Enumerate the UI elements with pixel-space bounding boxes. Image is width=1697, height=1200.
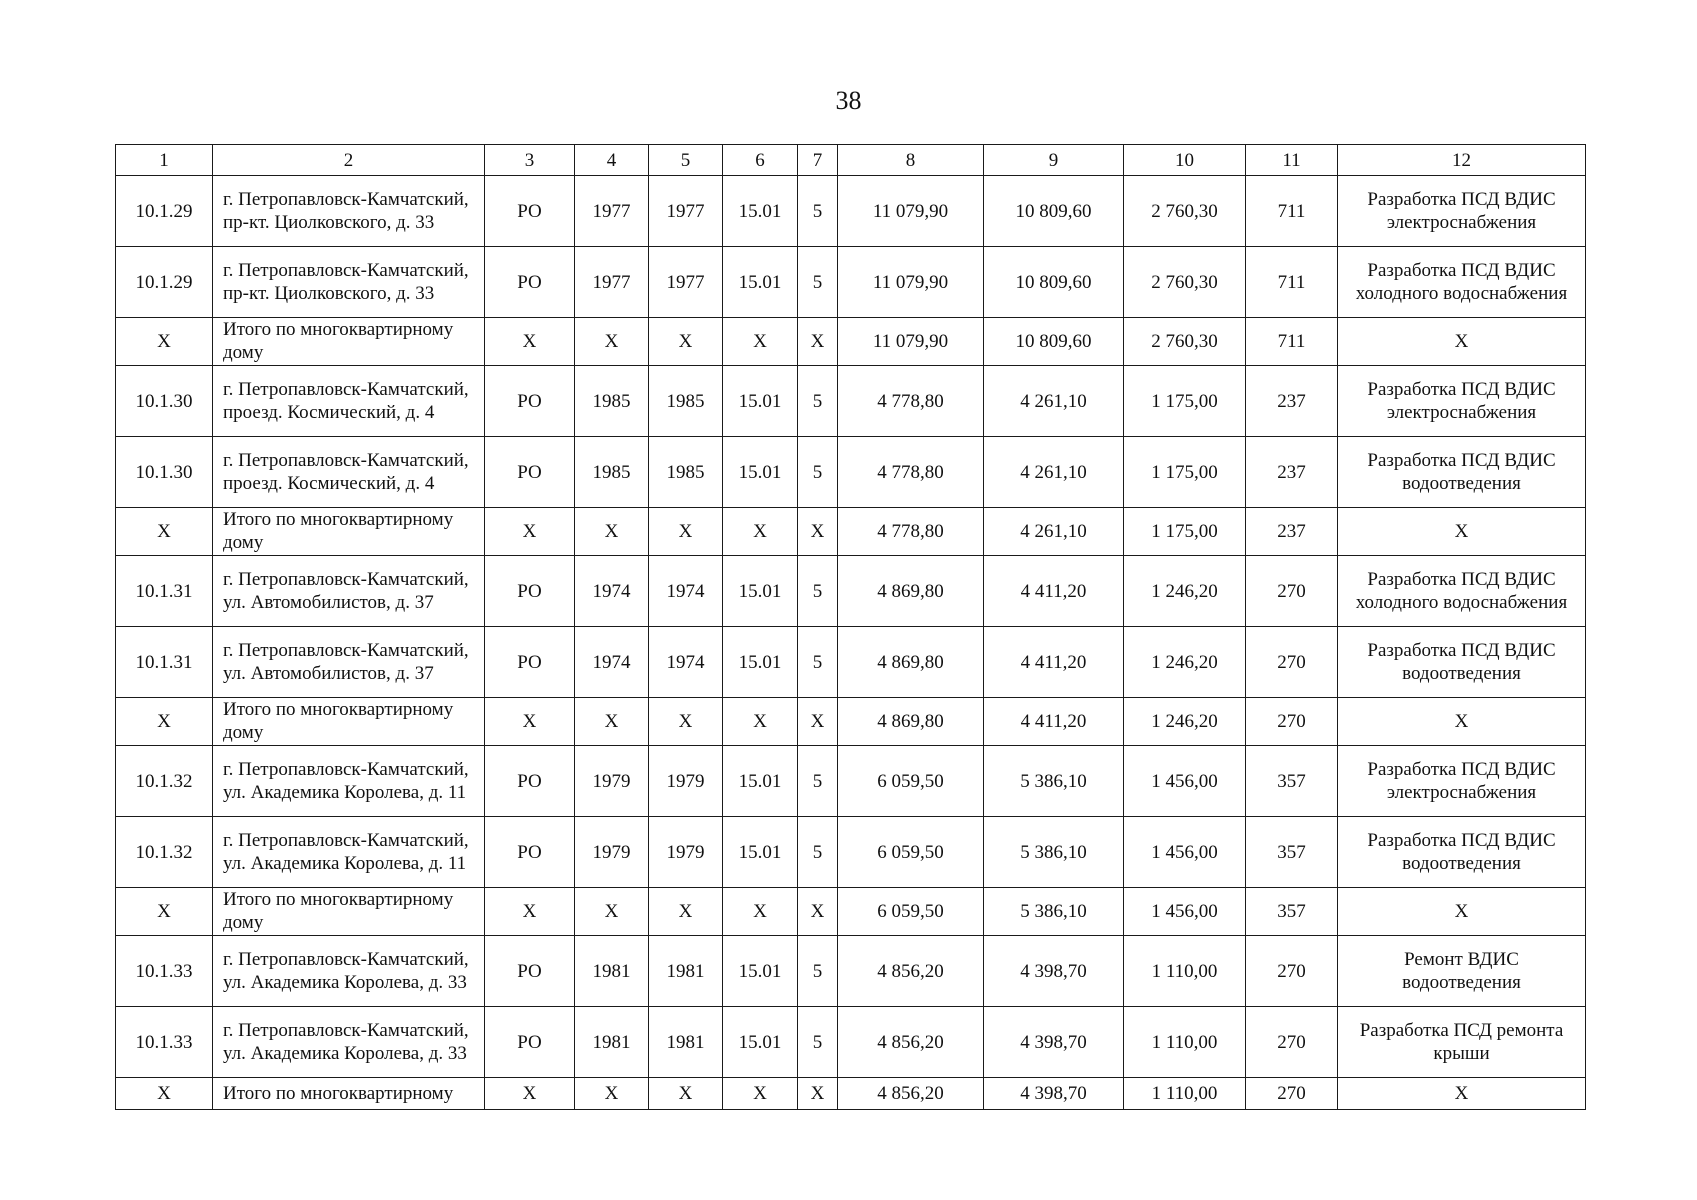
year-commissioned-cell: 1974 xyxy=(649,556,723,627)
table-row xyxy=(116,366,1586,437)
service-code-cell: 15.01 xyxy=(723,627,798,698)
year-built-cell: Х xyxy=(575,888,649,936)
year-built-cell: Х xyxy=(575,698,649,746)
residential-area-cell: 5 386,10 xyxy=(984,746,1124,817)
row-number-cell: 10.1.30 xyxy=(116,366,213,437)
total-area-cell: 6 059,50 xyxy=(838,888,984,936)
floors-cell: 5 xyxy=(798,936,838,1007)
year-built-cell: 1981 xyxy=(575,1007,649,1078)
service-code-cell: 15.01 xyxy=(723,437,798,508)
address-cell: г. Петропавловск-Камчатский, ул. Академика Королева, д. 11 xyxy=(213,746,485,817)
total-area-cell: 4 869,80 xyxy=(838,556,984,627)
year-built-cell: Х xyxy=(575,508,649,556)
nonresidential-area-cell: 1 175,00 xyxy=(1124,366,1246,437)
work-type-cell: Х xyxy=(1338,1078,1586,1110)
nonresidential-area-cell: 1 110,00 xyxy=(1124,1078,1246,1110)
address-cell: г. Петропавловск-Камчатский, проезд. Космический, д. 4 xyxy=(213,437,485,508)
table-body xyxy=(116,176,1586,1110)
row-number-cell: Х xyxy=(116,318,213,366)
work-type-cell: Х xyxy=(1338,888,1586,936)
nonresidential-area-cell: 2 760,30 xyxy=(1124,247,1246,318)
row-number-cell: 10.1.29 xyxy=(116,247,213,318)
service-code-cell: Х xyxy=(723,698,798,746)
owner-type-cell: РО xyxy=(485,247,575,318)
service-code-cell: Х xyxy=(723,508,798,556)
owner-type-cell: РО xyxy=(485,746,575,817)
row-number-cell: 10.1.31 xyxy=(116,556,213,627)
nonresidential-area-cell: 1 110,00 xyxy=(1124,1007,1246,1078)
residential-area-cell: 4 398,70 xyxy=(984,936,1124,1007)
address-cell: г. Петропавловск-Камчатский, ул. Академика Королева, д. 11 xyxy=(213,817,485,888)
row-number-cell: Х xyxy=(116,1078,213,1110)
work-type-cell: Разработка ПСД ВДИС холодного водоснабжения xyxy=(1338,556,1586,627)
row-number-cell: 10.1.33 xyxy=(116,1007,213,1078)
floors-cell: 5 xyxy=(798,176,838,247)
floors-cell: 5 xyxy=(798,437,838,508)
address-cell: Итого по многоквартирному дому xyxy=(213,508,485,556)
owner-type-cell: РО xyxy=(485,366,575,437)
floors-cell: Х xyxy=(798,1078,838,1110)
floors-cell: Х xyxy=(798,888,838,936)
column-header: 3 xyxy=(485,145,575,176)
table-header-row xyxy=(116,145,1586,176)
nonresidential-area-cell: 1 246,20 xyxy=(1124,556,1246,627)
nonresidential-area-cell: 1 175,00 xyxy=(1124,437,1246,508)
total-row xyxy=(116,888,1586,936)
residential-area-cell: 5 386,10 xyxy=(984,817,1124,888)
year-commissioned-cell: 1979 xyxy=(649,746,723,817)
residents-cell: 270 xyxy=(1246,627,1338,698)
owner-type-cell: Х xyxy=(485,888,575,936)
year-commissioned-cell: 1985 xyxy=(649,366,723,437)
residents-cell: 237 xyxy=(1246,366,1338,437)
column-header: 9 xyxy=(984,145,1124,176)
table-row xyxy=(116,627,1586,698)
address-cell: г. Петропавловск-Камчатский, пр-кт. Циолковского, д. 33 xyxy=(213,247,485,318)
service-code-cell: 15.01 xyxy=(723,746,798,817)
total-area-cell: 4 778,80 xyxy=(838,437,984,508)
residential-area-cell: 4 261,10 xyxy=(984,437,1124,508)
work-type-cell: Разработка ПСД ВДИС электроснабжения xyxy=(1338,366,1586,437)
service-code-cell: 15.01 xyxy=(723,1007,798,1078)
service-code-cell: 15.01 xyxy=(723,817,798,888)
total-row xyxy=(116,318,1586,366)
total-row xyxy=(116,1078,1586,1110)
address-cell: Итого по многоквартирному дому xyxy=(213,888,485,936)
service-code-cell: Х xyxy=(723,318,798,366)
floors-cell: Х xyxy=(798,318,838,366)
residential-area-cell: 4 411,20 xyxy=(984,556,1124,627)
owner-type-cell: РО xyxy=(485,556,575,627)
year-commissioned-cell: 1974 xyxy=(649,627,723,698)
year-built-cell: 1977 xyxy=(575,247,649,318)
nonresidential-area-cell: 1 456,00 xyxy=(1124,746,1246,817)
residential-area-cell: 5 386,10 xyxy=(984,888,1124,936)
row-number-cell: 10.1.32 xyxy=(116,817,213,888)
column-header: 5 xyxy=(649,145,723,176)
service-code-cell: 15.01 xyxy=(723,247,798,318)
residential-area-cell: 4 261,10 xyxy=(984,508,1124,556)
column-header: 10 xyxy=(1124,145,1246,176)
address-cell: Итого по многоквартирному дому xyxy=(213,698,485,746)
nonresidential-area-cell: 2 760,30 xyxy=(1124,176,1246,247)
owner-type-cell: РО xyxy=(485,817,575,888)
work-type-cell: Х xyxy=(1338,318,1586,366)
year-commissioned-cell: 1979 xyxy=(649,817,723,888)
floors-cell: 5 xyxy=(798,366,838,437)
residential-area-cell: 4 398,70 xyxy=(984,1078,1124,1110)
capital-repair-table xyxy=(115,144,1586,1110)
work-type-cell: Разработка ПСД ВДИС электроснабжения xyxy=(1338,176,1586,247)
total-area-cell: 4 778,80 xyxy=(838,366,984,437)
table-row xyxy=(116,1007,1586,1078)
year-built-cell: 1985 xyxy=(575,437,649,508)
total-area-cell: 4 856,20 xyxy=(838,936,984,1007)
service-code-cell: 15.01 xyxy=(723,366,798,437)
column-header: 11 xyxy=(1246,145,1338,176)
residents-cell: 237 xyxy=(1246,437,1338,508)
year-commissioned-cell: Х xyxy=(649,318,723,366)
nonresidential-area-cell: 1 246,20 xyxy=(1124,698,1246,746)
total-area-cell: 11 079,90 xyxy=(838,247,984,318)
year-built-cell: 1979 xyxy=(575,746,649,817)
year-built-cell: 1977 xyxy=(575,176,649,247)
floors-cell: 5 xyxy=(798,746,838,817)
total-area-cell: 11 079,90 xyxy=(838,318,984,366)
address-cell: г. Петропавловск-Камчатский, ул. Автомобилистов, д. 37 xyxy=(213,556,485,627)
row-number-cell: 10.1.30 xyxy=(116,437,213,508)
floors-cell: Х xyxy=(798,508,838,556)
total-area-cell: 11 079,90 xyxy=(838,176,984,247)
owner-type-cell: РО xyxy=(485,936,575,1007)
floors-cell: 5 xyxy=(798,817,838,888)
owner-type-cell: РО xyxy=(485,1007,575,1078)
nonresidential-area-cell: 1 110,00 xyxy=(1124,936,1246,1007)
column-header: 1 xyxy=(116,145,213,176)
residential-area-cell: 10 809,60 xyxy=(984,247,1124,318)
residents-cell: 711 xyxy=(1246,176,1338,247)
total-area-cell: 4 856,20 xyxy=(838,1078,984,1110)
address-cell: г. Петропавловск-Камчатский, проезд. Космический, д. 4 xyxy=(213,366,485,437)
table-row xyxy=(116,936,1586,1007)
nonresidential-area-cell: 1 456,00 xyxy=(1124,888,1246,936)
total-area-cell: 4 778,80 xyxy=(838,508,984,556)
row-number-cell: Х xyxy=(116,698,213,746)
total-area-cell: 6 059,50 xyxy=(838,817,984,888)
residents-cell: 270 xyxy=(1246,1007,1338,1078)
column-header: 8 xyxy=(838,145,984,176)
residential-area-cell: 4 398,70 xyxy=(984,1007,1124,1078)
year-built-cell: Х xyxy=(575,318,649,366)
residents-cell: 270 xyxy=(1246,936,1338,1007)
residents-cell: 711 xyxy=(1246,247,1338,318)
nonresidential-area-cell: 1 456,00 xyxy=(1124,817,1246,888)
total-row xyxy=(116,698,1586,746)
address-cell: г. Петропавловск-Камчатский, ул. Академика Королева, д. 33 xyxy=(213,1007,485,1078)
address-cell: Итого по многоквартирному дому xyxy=(213,318,485,366)
year-built-cell: Х xyxy=(575,1078,649,1110)
year-commissioned-cell: Х xyxy=(649,1078,723,1110)
owner-type-cell: Х xyxy=(485,508,575,556)
residents-cell: 357 xyxy=(1246,817,1338,888)
residents-cell: 357 xyxy=(1246,888,1338,936)
owner-type-cell: Х xyxy=(485,698,575,746)
year-built-cell: 1981 xyxy=(575,936,649,1007)
floors-cell: 5 xyxy=(798,1007,838,1078)
table-row xyxy=(116,817,1586,888)
row-number-cell: Х xyxy=(116,888,213,936)
year-built-cell: 1974 xyxy=(575,556,649,627)
address-cell: г. Петропавловск-Камчатский, пр-кт. Циолковского, д. 33 xyxy=(213,176,485,247)
owner-type-cell: Х xyxy=(485,318,575,366)
residents-cell: 270 xyxy=(1246,698,1338,746)
year-commissioned-cell: 1985 xyxy=(649,437,723,508)
total-row xyxy=(116,508,1586,556)
service-code-cell: Х xyxy=(723,1078,798,1110)
residential-area-cell: 4 261,10 xyxy=(984,366,1124,437)
nonresidential-area-cell: 1 246,20 xyxy=(1124,627,1246,698)
year-commissioned-cell: Х xyxy=(649,508,723,556)
work-type-cell: Разработка ПСД ВДИС водоотведения xyxy=(1338,437,1586,508)
floors-cell: 5 xyxy=(798,627,838,698)
service-code-cell: 15.01 xyxy=(723,176,798,247)
residents-cell: 357 xyxy=(1246,746,1338,817)
residential-area-cell: 10 809,60 xyxy=(984,176,1124,247)
service-code-cell: 15.01 xyxy=(723,936,798,1007)
work-type-cell: Разработка ПСД ВДИС холодного водоснабжения xyxy=(1338,247,1586,318)
total-area-cell: 4 856,20 xyxy=(838,1007,984,1078)
address-cell: Итого по многоквартирному xyxy=(213,1078,485,1110)
total-area-cell: 4 869,80 xyxy=(838,627,984,698)
nonresidential-area-cell: 2 760,30 xyxy=(1124,318,1246,366)
residential-area-cell: 4 411,20 xyxy=(984,627,1124,698)
year-built-cell: 1974 xyxy=(575,627,649,698)
column-header: 12 xyxy=(1338,145,1586,176)
row-number-cell: 10.1.32 xyxy=(116,746,213,817)
residential-area-cell: 10 809,60 xyxy=(984,318,1124,366)
work-type-cell: Разработка ПСД ВДИС водоотведения xyxy=(1338,817,1586,888)
work-type-cell: Х xyxy=(1338,698,1586,746)
service-code-cell: Х xyxy=(723,888,798,936)
work-type-cell: Ремонт ВДИС водоотведения xyxy=(1338,936,1586,1007)
work-type-cell: Разработка ПСД ремонта крыши xyxy=(1338,1007,1586,1078)
year-built-cell: 1985 xyxy=(575,366,649,437)
year-commissioned-cell: Х xyxy=(649,888,723,936)
work-type-cell: Разработка ПСД ВДИС водоотведения xyxy=(1338,627,1586,698)
address-cell: г. Петропавловск-Камчатский, ул. Автомобилистов, д. 37 xyxy=(213,627,485,698)
owner-type-cell: РО xyxy=(485,176,575,247)
address-cell: г. Петропавловск-Камчатский, ул. Академика Королева, д. 33 xyxy=(213,936,485,1007)
row-number-cell: 10.1.33 xyxy=(116,936,213,1007)
year-commissioned-cell: Х xyxy=(649,698,723,746)
column-header: 6 xyxy=(723,145,798,176)
row-number-cell: 10.1.31 xyxy=(116,627,213,698)
nonresidential-area-cell: 1 175,00 xyxy=(1124,508,1246,556)
table-row xyxy=(116,176,1586,247)
year-commissioned-cell: 1981 xyxy=(649,936,723,1007)
table-row xyxy=(116,437,1586,508)
floors-cell: 5 xyxy=(798,247,838,318)
year-commissioned-cell: 1977 xyxy=(649,176,723,247)
column-header: 2 xyxy=(213,145,485,176)
owner-type-cell: Х xyxy=(485,1078,575,1110)
column-header: 4 xyxy=(575,145,649,176)
owner-type-cell: РО xyxy=(485,627,575,698)
service-code-cell: 15.01 xyxy=(723,556,798,627)
year-commissioned-cell: 1981 xyxy=(649,1007,723,1078)
row-number-cell: Х xyxy=(116,508,213,556)
page-number: 38 xyxy=(835,86,862,115)
work-type-cell: Х xyxy=(1338,508,1586,556)
total-area-cell: 6 059,50 xyxy=(838,746,984,817)
year-commissioned-cell: 1977 xyxy=(649,247,723,318)
owner-type-cell: РО xyxy=(485,437,575,508)
column-header: 7 xyxy=(798,145,838,176)
row-number-cell: 10.1.29 xyxy=(116,176,213,247)
table-row xyxy=(116,556,1586,627)
floors-cell: 5 xyxy=(798,556,838,627)
residents-cell: 237 xyxy=(1246,508,1338,556)
floors-cell: Х xyxy=(798,698,838,746)
table-row xyxy=(116,247,1586,318)
residential-area-cell: 4 411,20 xyxy=(984,698,1124,746)
residents-cell: 711 xyxy=(1246,318,1338,366)
residents-cell: 270 xyxy=(1246,1078,1338,1110)
total-area-cell: 4 869,80 xyxy=(838,698,984,746)
work-type-cell: Разработка ПСД ВДИС электроснабжения xyxy=(1338,746,1586,817)
residents-cell: 270 xyxy=(1246,556,1338,627)
table-row xyxy=(116,746,1586,817)
year-built-cell: 1979 xyxy=(575,817,649,888)
